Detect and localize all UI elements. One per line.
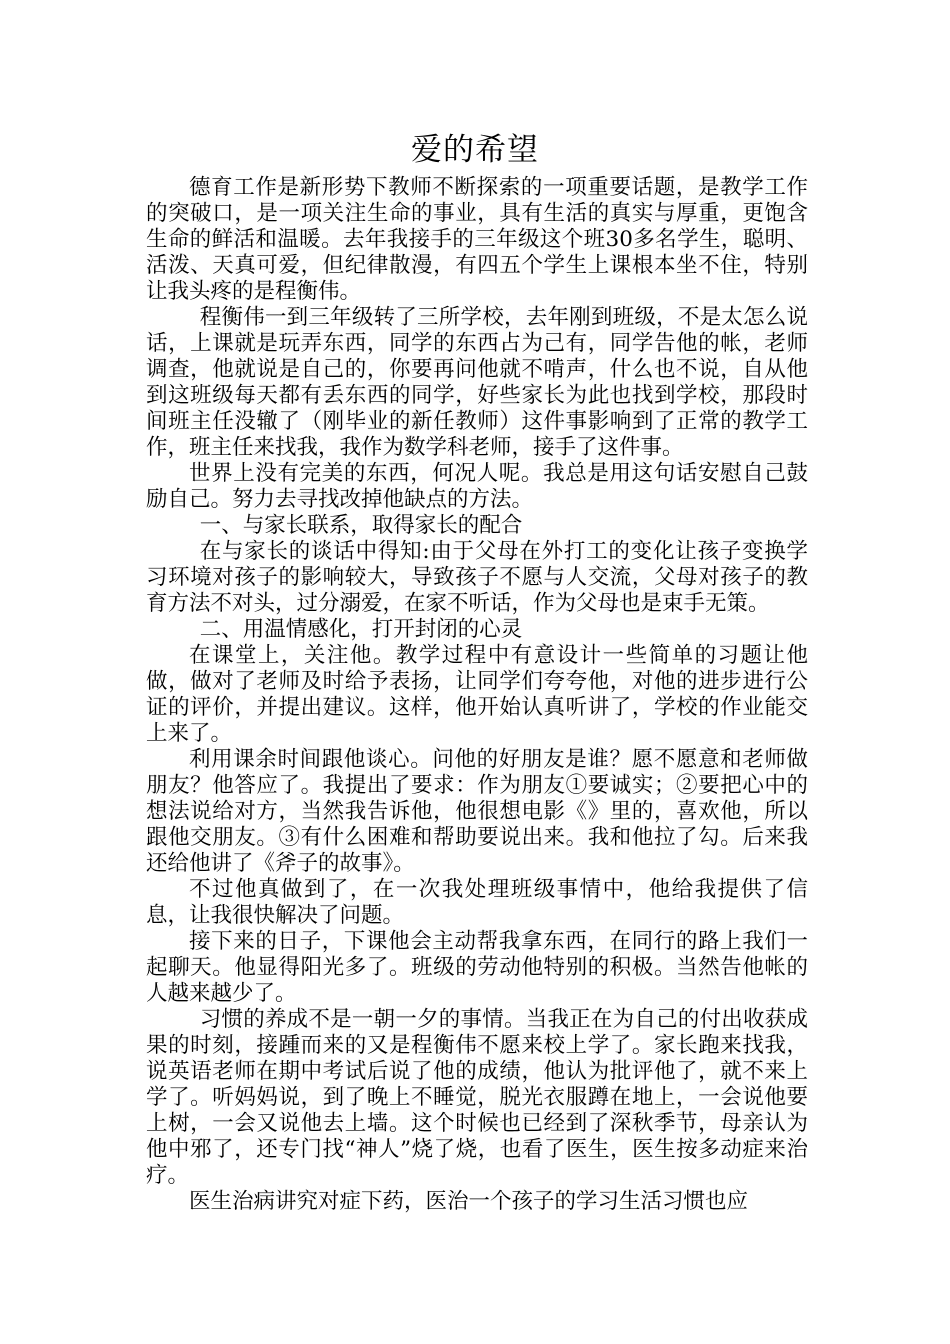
paragraph: 德育工作是新形势下教师不断探索的一项重要话题，是教学工作的突破口，是一项关注生命的事业，具有生活的真实与厚重，更饱含生命的鲜活和温暖。去年我接手的三年级这个班30多名学生，聪明、活泼、天真可爱，但纪律散漫，有四五个学生上课根本坐不住，特别让我头疼的是程衡伟。 [146,175,808,304]
section-heading: 一、与家长联系，取得家长的配合 [199,513,523,538]
paragraph: 接下来的日子，下课他会主动帮我拿东西，在同行的路上我们一起聊天。他显得阳光多了。班级的劳动他特别的积极。当然告他帐的人越来越少了。 [146,929,808,1006]
document-title: 爱的希望 [411,132,539,168]
paragraph: 世界上没有完美的东西，何况人呢。我总是用这句话安慰自己鼓励自己。努力去寻找改掉他缺点的方法。 [146,461,808,512]
paragraph: 利用课余时间跟他谈心。问他的好朋友是谁？愿不愿意和老师做朋友？他答应了。我提出了要求：作为朋友①要诚实；②要把心中的想法说给对方，当然我告诉他，他很想电影《》里的，喜欢他，所以跟他交朋友。③有什么困难和帮助要说出来。我和他拉了勾。后来我还给他讲了《斧子的故事》。 [146,747,808,876]
paragraph: 程衡伟一到三年级转了三所学校，去年刚到班级，不是太怎么说话，上课就是玩弄东西，同学的东西占为己有，同学告他的帐，老师调查，他就说是自己的，你要再问他就不啃声，什么也不说，自从他到这班级每天都有丢东西的同学，好些家长为此也找到学校，那段时间班主任没辙了（刚毕业的新任教师）这件事影响到了正常的教学工作，班主任来找我，我作为数学科老师，接手了这件事。 [146,305,808,460]
paragraph: 在课堂上，关注他。教学过程中有意设计一些简单的习题让他做，做对了老师及时给予表扬，让同学们夸夸他，对他的进步进行公证的评价，并提出建议。这样，他开始认真听讲了，学校的作业能交上来了。 [146,643,808,746]
paragraph: 在与家长的谈话中得知:由于父母在外打工的变化让孩子变换学习环境对孩子的影响较大，导致孩子不愿与人交流，父母对孩子的教育方法不对头，过分溺爱，在家不听话，作为父母也是束手无策。 [146,539,808,616]
paragraph: 不过他真做到了，在一次我处理班级事情中，他给我提供了信息，让我很快解决了问题。 [146,877,808,928]
paragraph: 医生治病讲究对症下药，医治一个孩子的学习生活习惯也应 [189,1189,749,1214]
paragraph: 习惯的养成不是一朝一夕的事情。当我正在为自己的付出收获成果的时刻，接踵而来的又是程衡伟不愿来校上学了。家长跑来找我，说英语老师在期中考试后说了他的成绩，他认为批评他了，就不来上学了。听妈妈说，到了晚上不睡觉，脱光衣服蹲在地上，一会说他要上树，一会又说他去上墙。这个时候也已经到了深秋季节，母亲认为他中邪了，还专门找“神人”烧了烧，也看了医生，医生按多动症来治疗。 [146,1007,808,1188]
section-heading: 二、用温情感化，打开封闭的心灵 [199,617,523,642]
document-body [146,175,808,1215]
